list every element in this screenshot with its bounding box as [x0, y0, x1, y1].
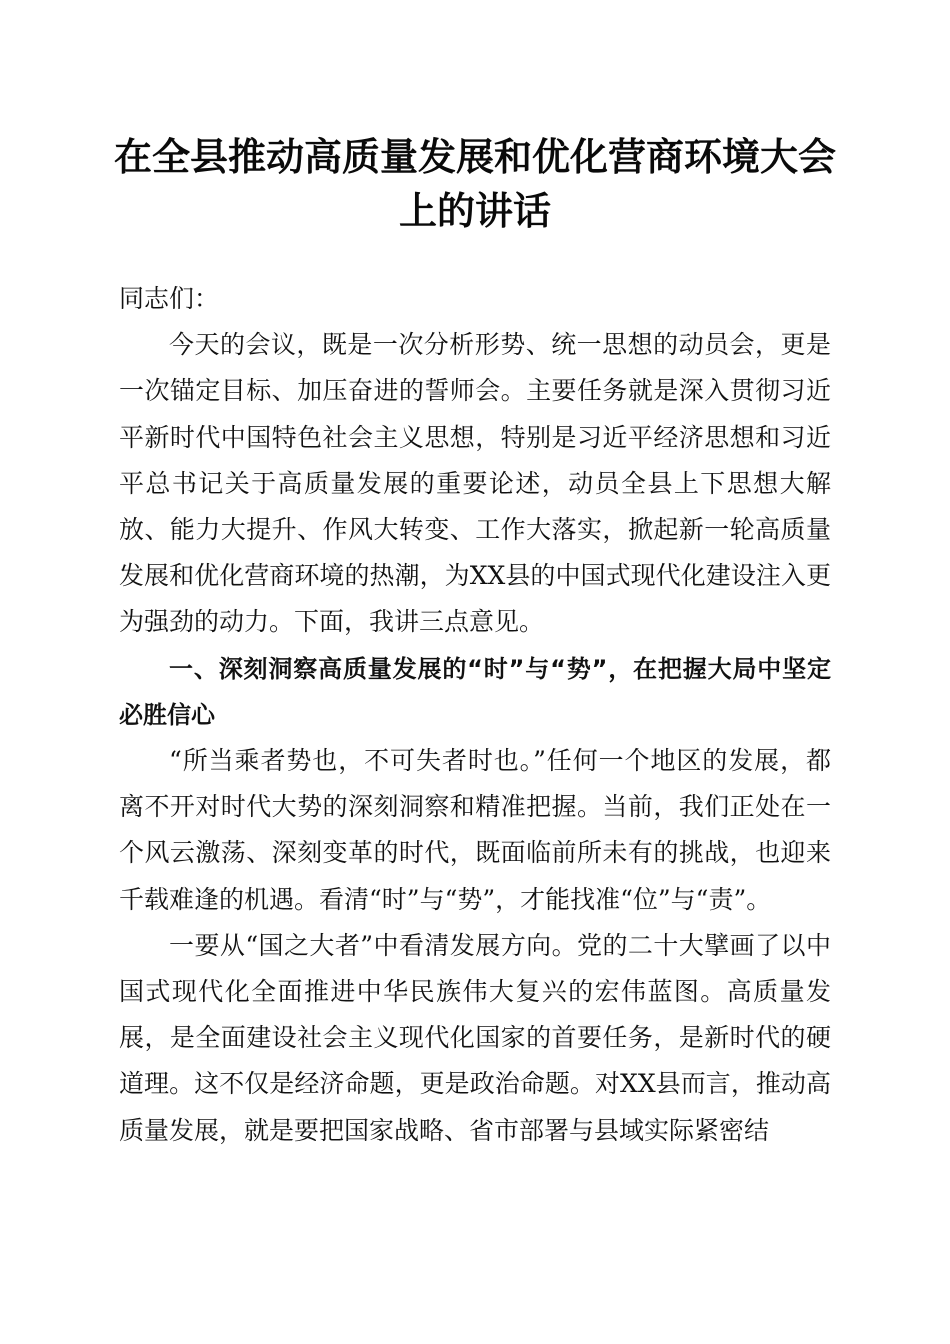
section-heading-1: 一、深刻洞察高质量发展的“时”与“势”，在把握大局中坚定必胜信心	[119, 654, 831, 729]
section1-paragraph-1: “所当乘者势也，不可失者时也。”任何一个地区的发展，都离不开对时代大势的深刻洞察和精准把握。当前，我们正处在一个风云激荡、深刻变革的时代，既面临前所未有的挑战，也迎来千载难逢的机遇。看清“时”与“势”，才能找准“位”与“责”。	[119, 746, 831, 914]
intro-paragraph: 今天的会议，既是一次分析形势、统一思想的动员会，更是一次锚定目标、加压奋进的誓师会。主要任务就是深入贯彻习近平新时代中国特色社会主义思想，特别是习近平经济思想和习近平总书记关于高质量发展的重要论述，动员全县上下思想大解放、能力大提升、作风大转变、工作大落实，掀起新一轮高质量发展和优化营商环境的热潮，为XX县的中国式现代化建设注入更为强劲的动力。下面，我讲三点意见。	[119, 330, 831, 637]
document-body	[119, 276, 831, 1154]
section1-paragraph-2: 一要从“国之大者”中看清发展方向。党的二十大擘画了以中国式现代化全面推进中华民族伟大复兴的宏伟蓝图。高质量发展，是全面建设社会主义现代化国家的首要任务，是新时代的硬道理。这不仅是经济命题，更是政治命题。对XX县而言，推动高质量发展，就是要把国家战略、省市部署与县域实际紧密结	[119, 930, 831, 1145]
salutation: 同志们：	[119, 284, 220, 313]
document-title: 在全县推动高质量发展和优化营商环境大会上的讲话	[113, 134, 836, 233]
